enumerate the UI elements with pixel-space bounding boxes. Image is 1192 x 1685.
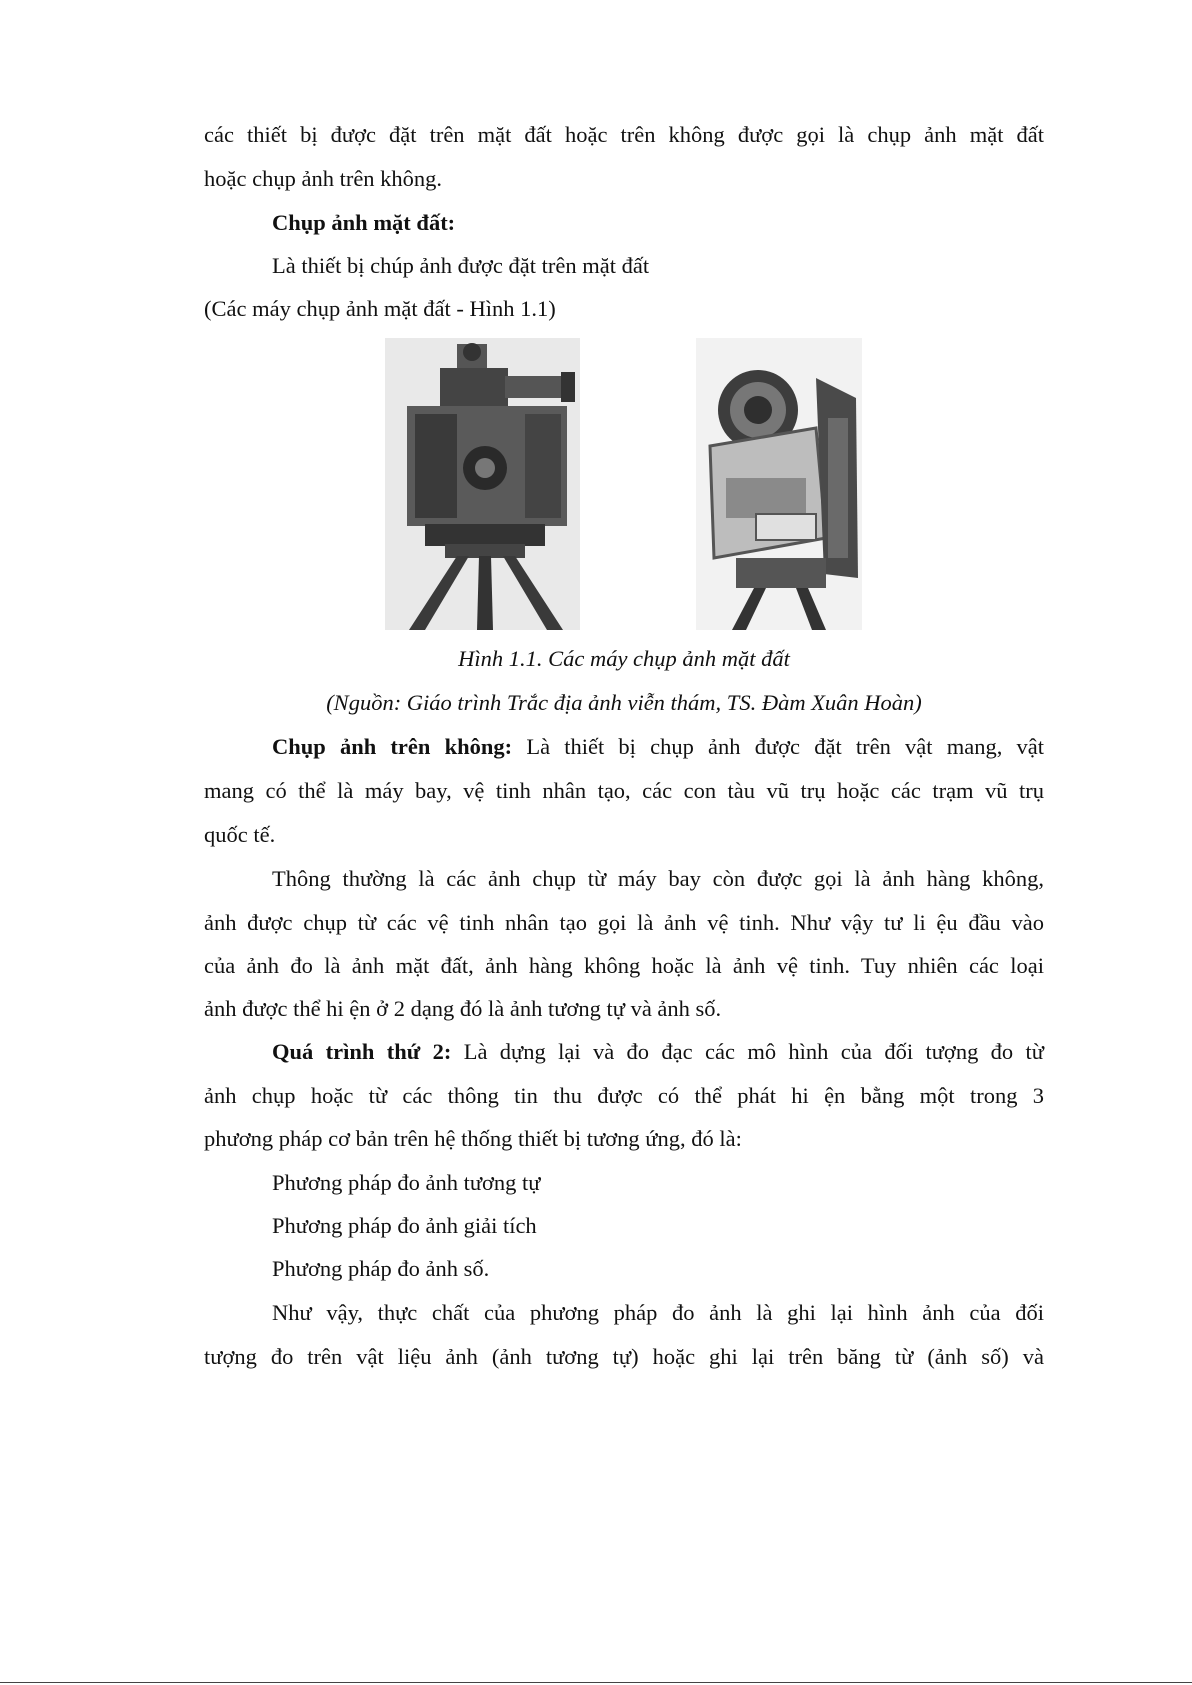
- paragraph-line: Thông thường là các ảnh chụp từ máy bay còn được gọi là ảnh hàng không,: [272, 866, 1044, 891]
- paragraph-line: [272, 732, 1044, 762]
- method-item: Phương pháp đo ảnh tương tự: [272, 1170, 541, 1195]
- paragraph-line: mang có thể là máy bay, vệ tinh nhân tạo, các con tàu vũ trụ hoặc các trạm vũ trụ: [204, 778, 1044, 803]
- method-item: Phương pháp đo ảnh giải tích: [272, 1213, 537, 1238]
- paragraph-line: phương pháp cơ bản trên hệ thống thiết bị tương ứng, đó là:: [204, 1126, 742, 1151]
- ground-camera-photo-1: [385, 338, 580, 630]
- figure-reference: (Các máy chụp ảnh mặt đất - Hình 1.1): [204, 296, 556, 321]
- paragraph-line: các thiết bị được đặt trên mặt đất hoặc trên không được gọi là chụp ảnh mặt đất: [204, 122, 1044, 147]
- figure-caption: Hình 1.1. Các máy chụp ảnh mặt đất: [458, 646, 790, 671]
- page-bottom-rule: [0, 1682, 1192, 1683]
- figure-source: (Nguồn: Giáo trình Trắc địa ảnh viễn thám, TS. Đàm Xuân Hoàn): [326, 690, 922, 715]
- heading-aerial-photography: Chụp ảnh trên không:: [272, 734, 513, 759]
- paragraph-line: [272, 1037, 1044, 1067]
- method-item: Phương pháp đo ảnh số.: [272, 1256, 490, 1281]
- ground-camera-photo-2: [696, 338, 862, 630]
- paragraph-line: ảnh được thể hi ện ở 2 dạng đó là ảnh tương tự và ảnh số.: [204, 996, 722, 1021]
- paragraph-line: hoặc chụp ảnh trên không.: [204, 166, 443, 191]
- paragraph-line: quốc tế.: [204, 822, 276, 847]
- paragraph-text: Là thiết bị chụp ảnh được đặt trên vật mang, vật: [526, 734, 1045, 759]
- paragraph-line: tượng đo trên vật liệu ảnh (ảnh tương tự) hoặc ghi lại trên băng từ (ảnh số) và: [204, 1344, 1044, 1369]
- heading-ground-photography: Chụp ảnh mặt đất:: [272, 210, 456, 235]
- heading-process-2: Quá trình thứ 2:: [272, 1039, 452, 1064]
- paragraph-line: Là thiết bị chúp ảnh được đặt trên mặt đất: [272, 253, 650, 278]
- paragraph-text: Là dựng lại và đo đạc các mô hình của đối tượng đo từ: [463, 1039, 1044, 1064]
- paragraph-line: Như vậy, thực chất của phương pháp đo ảnh là ghi lại hình ảnh của đối: [272, 1300, 1044, 1325]
- paragraph-line: ảnh được chụp từ các vệ tinh nhân tạo gọi là ảnh vệ tinh. Như vậy tư li ệu đầu vào: [204, 910, 1044, 935]
- paragraph-line: của ảnh đo là ảnh mặt đất, ảnh hàng không hoặc là ảnh vệ tinh. Tuy nhiên các loại: [204, 953, 1044, 978]
- paragraph-line: ảnh chụp hoặc từ các thông tin thu được có thể phát hi ện bằng một trong 3: [204, 1083, 1044, 1108]
